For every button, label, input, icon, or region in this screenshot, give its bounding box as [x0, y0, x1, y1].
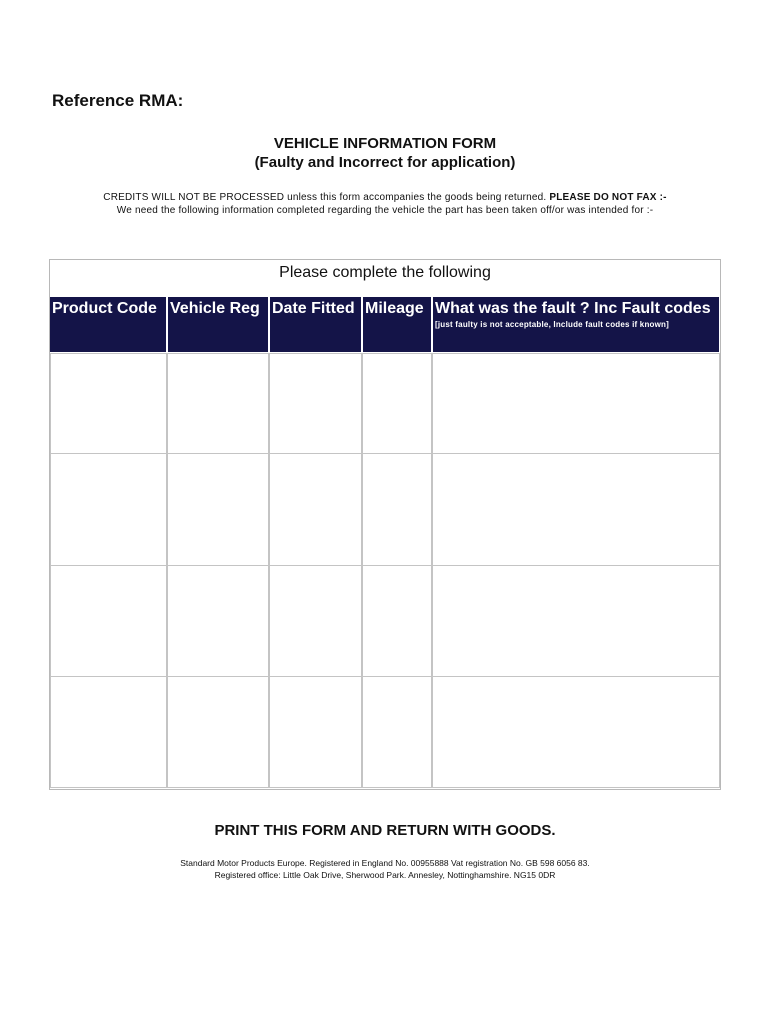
header-product-code-label: Product Code: [52, 300, 157, 317]
row3-vehicle-reg[interactable]: [167, 565, 269, 677]
row3-product-code[interactable]: [50, 565, 167, 677]
form-title-line2: (Faulty and Incorrect for application): [254, 154, 516, 171]
row4-product-code[interactable]: [50, 676, 167, 788]
row1-mileage[interactable]: [362, 353, 432, 454]
row3-fault[interactable]: [432, 565, 720, 677]
print-instruction: PRINT THIS FORM AND RETURN WITH GOODS.: [214, 822, 556, 839]
header-fault-label: What was the fault ? Inc Fault codes: [435, 300, 711, 317]
row4-vehicle-reg[interactable]: [167, 676, 269, 788]
row4-mileage[interactable]: [362, 676, 432, 788]
registered-office-line: Registered office: Little Oak Drive, Sherwood Park. Annesley, Nottinghamshire. NG15 0DR: [214, 870, 556, 880]
header-vehicle-reg-label: Vehicle Reg: [170, 300, 260, 317]
row4-date-fitted[interactable]: [269, 676, 362, 788]
row2-fault[interactable]: [432, 453, 720, 566]
header-fault-note: [just faulty is not acceptable, Include fault codes if known]: [435, 320, 670, 329]
no-fax-warning: PLEASE DO NOT FAX :-: [549, 192, 667, 203]
row1-product-code[interactable]: [50, 353, 167, 454]
vehicle-info-table: [49, 259, 721, 790]
table-caption: Please complete the following: [279, 264, 491, 281]
row2-vehicle-reg[interactable]: [167, 453, 269, 566]
header-vehicle-reg: [168, 297, 268, 352]
row1-fault[interactable]: [432, 353, 720, 454]
row1-vehicle-reg[interactable]: [167, 353, 269, 454]
registration-line: Standard Motor Products Europe. Registered in England No. 00955888 Vat registration No. GB 598 6056 83.: [180, 858, 590, 868]
header-fault-description: [433, 297, 719, 352]
header-mileage: [363, 297, 431, 352]
info-notice: We need the following information completed regarding the vehicle the part has been taken off/or was intended for :-: [116, 205, 654, 216]
row2-product-code[interactable]: [50, 453, 167, 566]
row1-date-fitted[interactable]: [269, 353, 362, 454]
header-date-fitted: [270, 297, 361, 352]
row3-date-fitted[interactable]: [269, 565, 362, 677]
header-date-fitted-label: Date Fitted: [272, 300, 355, 317]
row2-date-fitted[interactable]: [269, 453, 362, 566]
company-registration: [0, 857, 770, 881]
form-title: [0, 134, 770, 172]
form-title-line1: VEHICLE INFORMATION FORM: [273, 135, 497, 152]
row4-fault[interactable]: [432, 676, 720, 788]
row2-mileage[interactable]: [362, 453, 432, 566]
header-product-code: [50, 297, 166, 352]
reference-rma-label: Reference RMA:: [52, 91, 184, 110]
credits-text: CREDITS WILL NOT BE PROCESSED unless this form accompanies the goods being returned.: [103, 192, 547, 203]
header-mileage-label: Mileage: [365, 300, 424, 317]
row3-mileage[interactable]: [362, 565, 432, 677]
notice: [95, 191, 675, 217]
credits-notice: [95, 191, 675, 204]
